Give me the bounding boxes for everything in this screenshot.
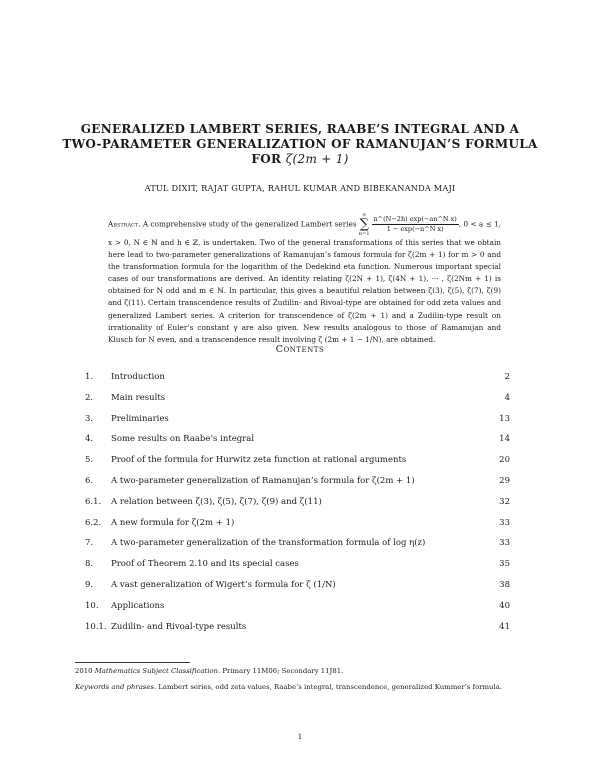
toc-entry-title: Preliminaries — [111, 413, 169, 424]
title-line-3 — [60, 152, 540, 167]
toc-entry-title: A vast generalization of Wigert’s formula for ζ (1/N) — [111, 579, 336, 590]
toc-entry-title: Main results — [111, 392, 166, 403]
fraction-numerator: n^(N−2h) exp(−an^N x) — [373, 215, 457, 223]
toc-entry-number: 7. — [85, 538, 94, 549]
toc-entry-title: Introduction — [111, 372, 165, 382]
toc-entry[interactable] — [85, 622, 510, 643]
toc-entry-page: 38 — [499, 579, 510, 590]
abstract-label: Abstract. — [108, 219, 141, 229]
footnote-rule — [75, 662, 190, 663]
toc-entry-title: A two-parameter generalization of the transformation formula of log η(z) — [111, 538, 426, 549]
toc-entry-number: 4. — [85, 434, 94, 445]
toc-entry-number: 2. — [85, 392, 94, 403]
abstract-intro: A comprehensive study of the generalized Lambert series — [142, 219, 357, 229]
toc-entry-title: Proof of Theorem 2.10 and its special cases — [111, 559, 299, 570]
lambert-fraction — [372, 215, 459, 234]
toc-entry-page: 2 — [504, 372, 510, 382]
toc-entry-number: 10.1. — [85, 621, 107, 632]
toc-entry-page: 20 — [499, 455, 510, 466]
toc-entry-page: 13 — [499, 413, 510, 424]
abstract: Abstract. A comprehensive study of the generalized Lambert series ∞ ∑ n=1 $\frac{\text{n\textasciicircum{}(N−2h) exp(−an\textasciicircum{}N x)}}{\text{1 − exp(−n\textasciicircum{}N x)}}$ , 0 < a ≤ 1, x > 0, N ∈ ℕ and h ∈ ℤ, is undertaken. Two of the general transformations of this series that we obtain here lead to two-parameter generalizations of Ramanujan’s famous formula for ζ(2m + 1) for m > 0 and the transformation formula for the logarithm of the Dedekind eta function. Numerous important special cases of our transformations are derived. An identity relating ζ(2N + 1), ζ(4N + 1), ··· , ζ(2Nm + 1) is obtained for N odd and m ∈ ℕ. In particular, this gives a beautiful relation between ζ(3), ζ(5), ζ(7), ζ(9) and ζ(11). Certain transcendence results of Zudilin- and Rivoal-type are obtained for odd zeta values and generalized Lambert series. A criterion for transcendence of ζ(2m + 1) and a Zudilin-type result on irrationality of Euler’s constant γ are also given. New results analogous to those of Ramanujan and Klusch for N even, and a transcendence result involving ζ (2m + 1 − 1/N), are obtained. — [108, 212, 501, 344]
toc-entry[interactable] — [85, 372, 510, 393]
toc-entry-page: 29 — [499, 475, 510, 486]
toc-entry-number: 8. — [85, 559, 94, 570]
toc-entry[interactable] — [85, 393, 510, 414]
sigma-glyph: ∑ — [359, 217, 369, 232]
paper-title — [60, 122, 540, 167]
contents-heading: Contents — [275, 344, 325, 355]
msc-label: Mathematics Subject Classification. — [94, 667, 221, 675]
toc-entry-number: 6. — [85, 475, 94, 486]
toc-entry-number: 3. — [85, 413, 94, 424]
toc-entry-title: A two-parameter generalization of Ramanujan’s formula for ζ(2m + 1) — [111, 475, 415, 486]
toc-entry-page: 32 — [499, 496, 510, 507]
toc-entry-page: 40 — [499, 600, 510, 611]
sum-symbol — [359, 212, 370, 237]
table-of-contents — [85, 372, 510, 642]
toc-entry[interactable] — [85, 414, 510, 435]
title-zeta: ζ(2m + 1) — [285, 152, 349, 166]
msc-year: 2010 — [75, 667, 93, 675]
toc-entry-number: 10. — [85, 600, 99, 611]
toc-entry-title: Zudilin- and Rivoal-type results — [111, 621, 247, 632]
fraction-denominator: 1 − exp(−n^N x) — [386, 225, 444, 233]
footnote-keywords — [75, 682, 510, 694]
toc-entry-title: Proof of the formula for Hurwitz zeta function at rational arguments — [111, 455, 407, 466]
toc-entry-page: 4 — [504, 392, 510, 403]
abstract-body: 0 < a ≤ 1, x > 0, N ∈ ℕ and h ∈ ℤ, is undertaken. Two of the general transformations of this series that we obtain here lead to two-parameter generalizations of Ramanujan’s famous formula for ζ(2m + 1) for m > 0 and the transformation formula for the logarithm of the Dedekind eta function. Numerous important special cases of our transformations are derived. An identity relating ζ(2N + 1), ζ(4N + 1), ··· , ζ(2Nm + 1) is obtained for N odd and m ∈ ℕ. In particular, this gives a beautiful relation between ζ(3), ζ(5), ζ(7), ζ(9) and ζ(11). Certain transcendence results of Zudilin- and Rivoal-type are obtained for odd zeta values and generalized Lambert series. A criterion for transcendence of ζ(2m + 1) and a Zudilin-type result on irrationality of Euler’s constant γ are also given. New results analogous to those of Ramanujan and Klusch for N even, and a transcendence result involving ζ (2m + 1 − 1/N), are obtained. — [108, 219, 501, 344]
toc-entry[interactable] — [85, 538, 510, 559]
toc-entry-number: 6.1. — [85, 496, 102, 507]
sum-lower: n=1 — [358, 231, 370, 237]
toc-entry-title: A new formula for ζ(2m + 1) — [111, 517, 235, 528]
keywords-label: Keywords and phrases. — [75, 683, 157, 691]
toc-entry-number: 6.2. — [85, 517, 102, 528]
page-number: 1 — [297, 733, 303, 741]
toc-entry[interactable] — [85, 476, 510, 497]
toc-entry-number: 1. — [85, 372, 94, 382]
msc-text: Primary 11M06; Secondary 11J81. — [222, 667, 344, 675]
title-line-2: TWO-PARAMETER GENERALIZATION OF RAMANUJAN’S FORMULA — [62, 137, 538, 151]
toc-entry-page: 35 — [499, 559, 510, 570]
author-list: ATUL DIXIT, RAJAT GUPTA, RAHUL KUMAR AND BIBEKANANDA MAJI — [144, 183, 456, 193]
toc-entry[interactable] — [85, 559, 510, 580]
footnote-msc — [75, 666, 510, 678]
toc-entry-title: Applications — [111, 600, 165, 611]
toc-entry[interactable] — [85, 497, 510, 518]
title-line-3-prefix: FOR — [251, 152, 282, 166]
toc-entry[interactable] — [85, 518, 510, 539]
toc-entry-number: 5. — [85, 455, 94, 466]
toc-entry[interactable] — [85, 601, 510, 622]
toc-entry[interactable] — [85, 580, 510, 601]
sum-upper: ∞ — [362, 212, 367, 218]
toc-entry-title: A relation between ζ(3), ζ(5), ζ(7), ζ(9) and ζ(11) — [111, 496, 322, 507]
toc-entry-page: 33 — [499, 538, 510, 549]
toc-entry-page: 33 — [499, 517, 510, 528]
toc-entry[interactable] — [85, 455, 510, 476]
title-line-1: GENERALIZED LAMBERT SERIES, RAABE’S INTEGRAL AND A — [80, 122, 520, 136]
toc-entry[interactable] — [85, 434, 510, 455]
keywords-text: Lambert series, odd zeta values, Raabe’s integral, transcendence, generalized Kummer’s formula. — [158, 683, 502, 691]
toc-entry-title: Some results on Raabe’s integral — [111, 434, 255, 445]
toc-entry-page: 41 — [499, 621, 510, 632]
toc-entry-number: 9. — [85, 579, 94, 590]
toc-entry-page: 14 — [499, 434, 510, 445]
